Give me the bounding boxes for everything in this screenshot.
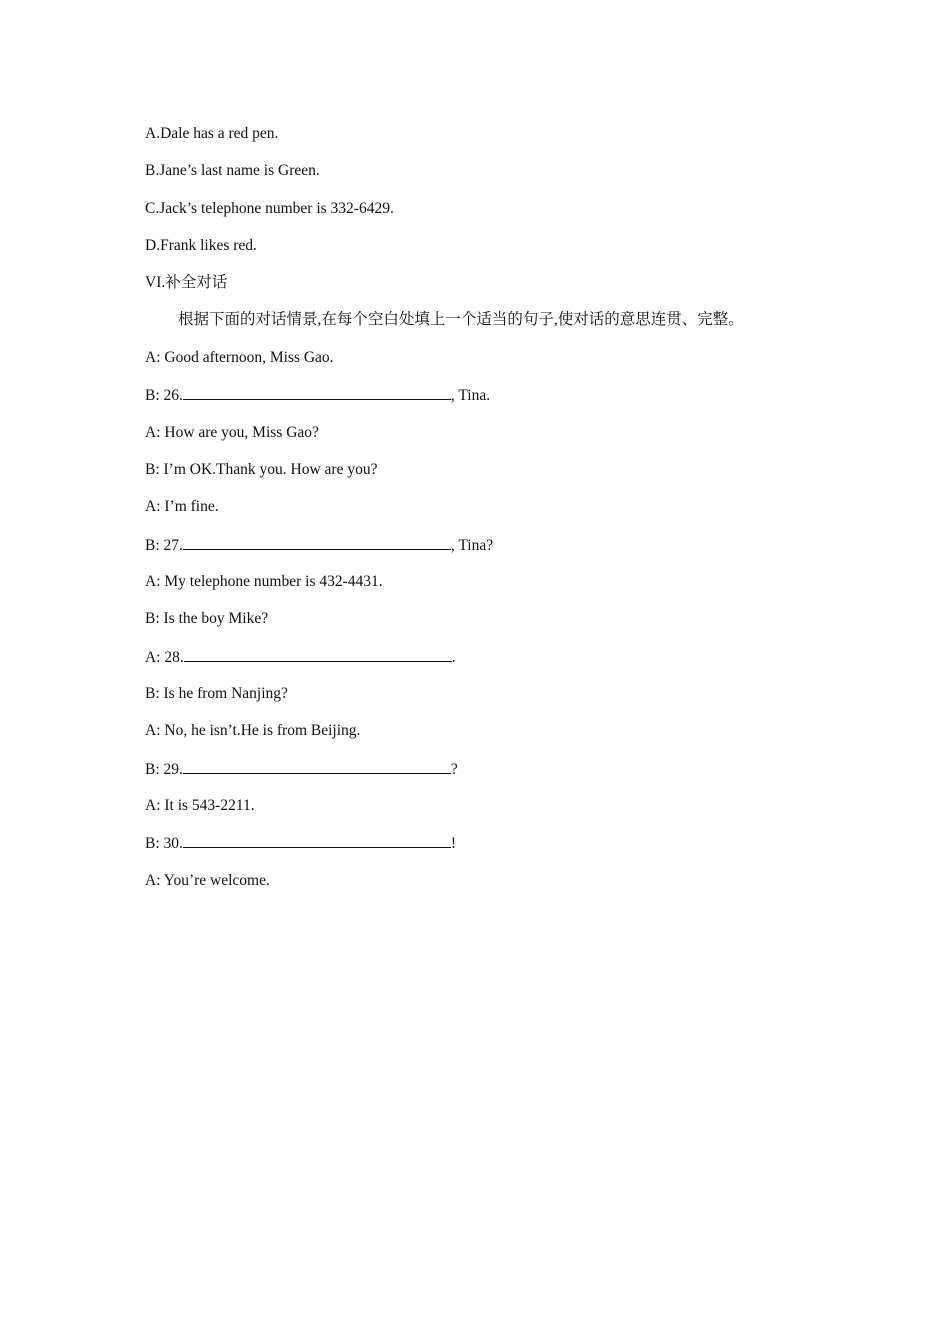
dialogue-line: A: No, he isn’t.He is from Beijing. [145, 722, 361, 739]
blank-suffix: , Tina? [450, 537, 494, 554]
dialogue-line-blank-26 [145, 385, 490, 406]
dialogue-line: A: How are you, Miss Gao? [145, 424, 319, 441]
answer-blank-26[interactable] [183, 385, 451, 400]
blank-suffix: , Tina. [450, 387, 491, 404]
dialogue-line: A: I’m fine. [145, 498, 219, 515]
blank-suffix: ! [450, 835, 457, 852]
dialogue-line: B: Is he from Nanjing? [145, 685, 288, 702]
dialogue-line: A: You’re welcome. [145, 872, 270, 889]
answer-blank-29[interactable] [183, 759, 451, 774]
dialogue-line-blank-27 [145, 535, 493, 556]
dialogue-line: A: It is 543-2211. [145, 797, 255, 814]
section-instruction: 根据下面的对话情景,在每个空白处填上一个适当的句子,使对话的意思连贯、完整。 [178, 311, 744, 328]
dialogue-line: A: My telephone number is 432-4431. [145, 573, 383, 590]
answer-blank-27[interactable] [183, 535, 451, 550]
answer-blank-28[interactable] [184, 647, 452, 662]
option-a: A.Dale has a red pen. [145, 125, 279, 142]
section-title: VI.补全对话 [145, 274, 228, 291]
dialogue-line: B: Is the boy Mike? [145, 610, 269, 627]
blank-prefix: B: 29. [145, 761, 183, 778]
answer-blank-30[interactable] [183, 833, 451, 848]
blank-prefix: B: 27. [145, 537, 183, 554]
blank-suffix: . [451, 649, 456, 666]
blank-prefix: B: 30. [145, 835, 183, 852]
blank-prefix: A: 28. [145, 649, 184, 666]
dialogue-line-blank-29 [145, 759, 458, 780]
blank-prefix: B: 26. [145, 387, 183, 404]
dialogue-line: A: Good afternoon, Miss Gao. [145, 349, 334, 366]
option-b: B.Jane’s last name is Green. [145, 162, 320, 179]
option-d: D.Frank likes red. [145, 237, 257, 254]
dialogue-line: B: I’m OK.Thank you. How are you? [145, 461, 378, 478]
dialogue-line-blank-30 [145, 833, 456, 854]
dialogue-line-blank-28 [145, 647, 456, 668]
blank-suffix: ? [450, 761, 458, 778]
option-c: C.Jack’s telephone number is 332-6429. [145, 200, 394, 217]
